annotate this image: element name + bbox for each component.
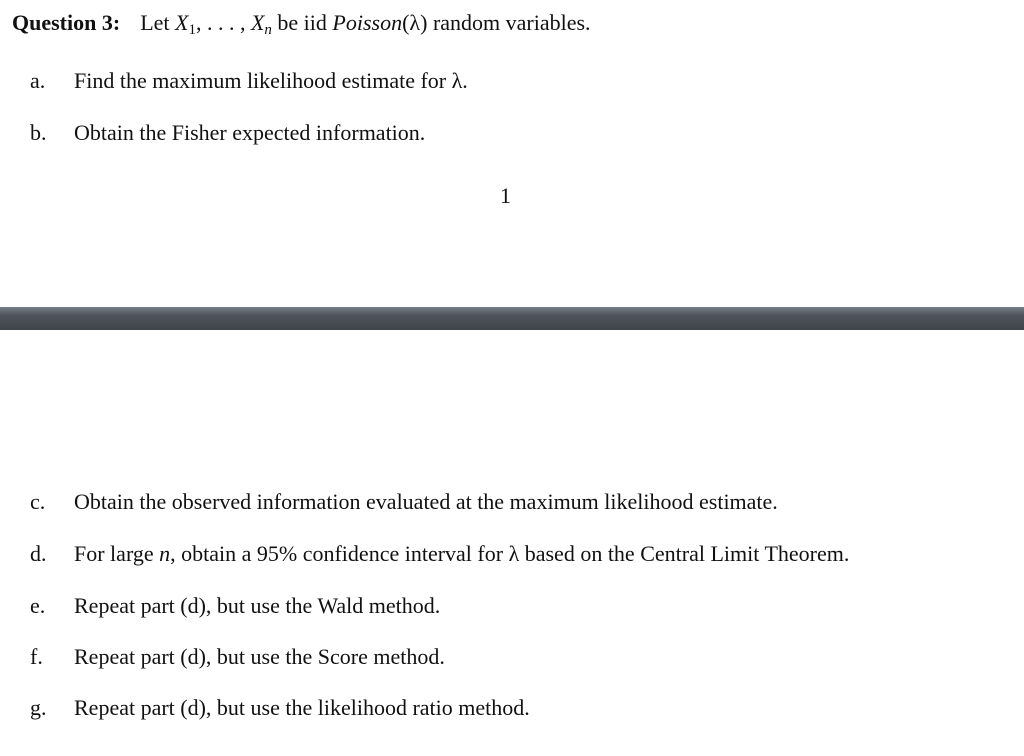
sub-1: 1 xyxy=(188,22,196,38)
item-letter: a. xyxy=(30,68,46,93)
item-text: Repeat part (d), but use the Score method. xyxy=(74,644,445,669)
item-letter: g. xyxy=(30,695,47,720)
question-stem-post: random variables. xyxy=(427,10,591,35)
page-number: 1 xyxy=(500,183,511,208)
question-stem-mid: be iid xyxy=(271,10,333,35)
sub-n: n xyxy=(264,22,272,38)
var-x1: X xyxy=(175,10,189,35)
item-text xyxy=(74,541,849,567)
item-text-pre: For large xyxy=(74,541,160,566)
item-letter: d. xyxy=(30,541,47,566)
page-separator xyxy=(0,307,1024,330)
distribution-name: Poisson xyxy=(332,10,403,35)
var-xn: X xyxy=(250,10,265,35)
page-1 xyxy=(0,0,1024,307)
var-n: n xyxy=(159,541,171,566)
question-label: Question 3: xyxy=(12,10,121,35)
item-text: Find the maximum likelihood estimate for λ. xyxy=(74,68,468,93)
ellipsis: , . . . , xyxy=(195,10,251,35)
page-2 xyxy=(0,330,1024,756)
item-text: Repeat part (d), but use the likelihood ratio method. xyxy=(74,695,530,720)
question-heading xyxy=(12,10,591,36)
distribution-param: (λ) xyxy=(402,10,428,35)
item-text: Obtain the observed information evaluated at the maximum likelihood estimate. xyxy=(74,489,778,514)
item-letter: e. xyxy=(30,593,46,618)
item-letter: b. xyxy=(30,120,47,145)
item-letter: c. xyxy=(30,489,46,514)
question-stem-pre: Let xyxy=(140,10,176,35)
item-text: Obtain the Fisher expected information. xyxy=(74,120,426,145)
item-text: Repeat part (d), but use the Wald method. xyxy=(74,593,441,618)
item-letter: f. xyxy=(30,644,43,669)
item-text-post: , obtain a 95% confidence interval for λ based on the Central Limit Theorem. xyxy=(170,541,850,566)
